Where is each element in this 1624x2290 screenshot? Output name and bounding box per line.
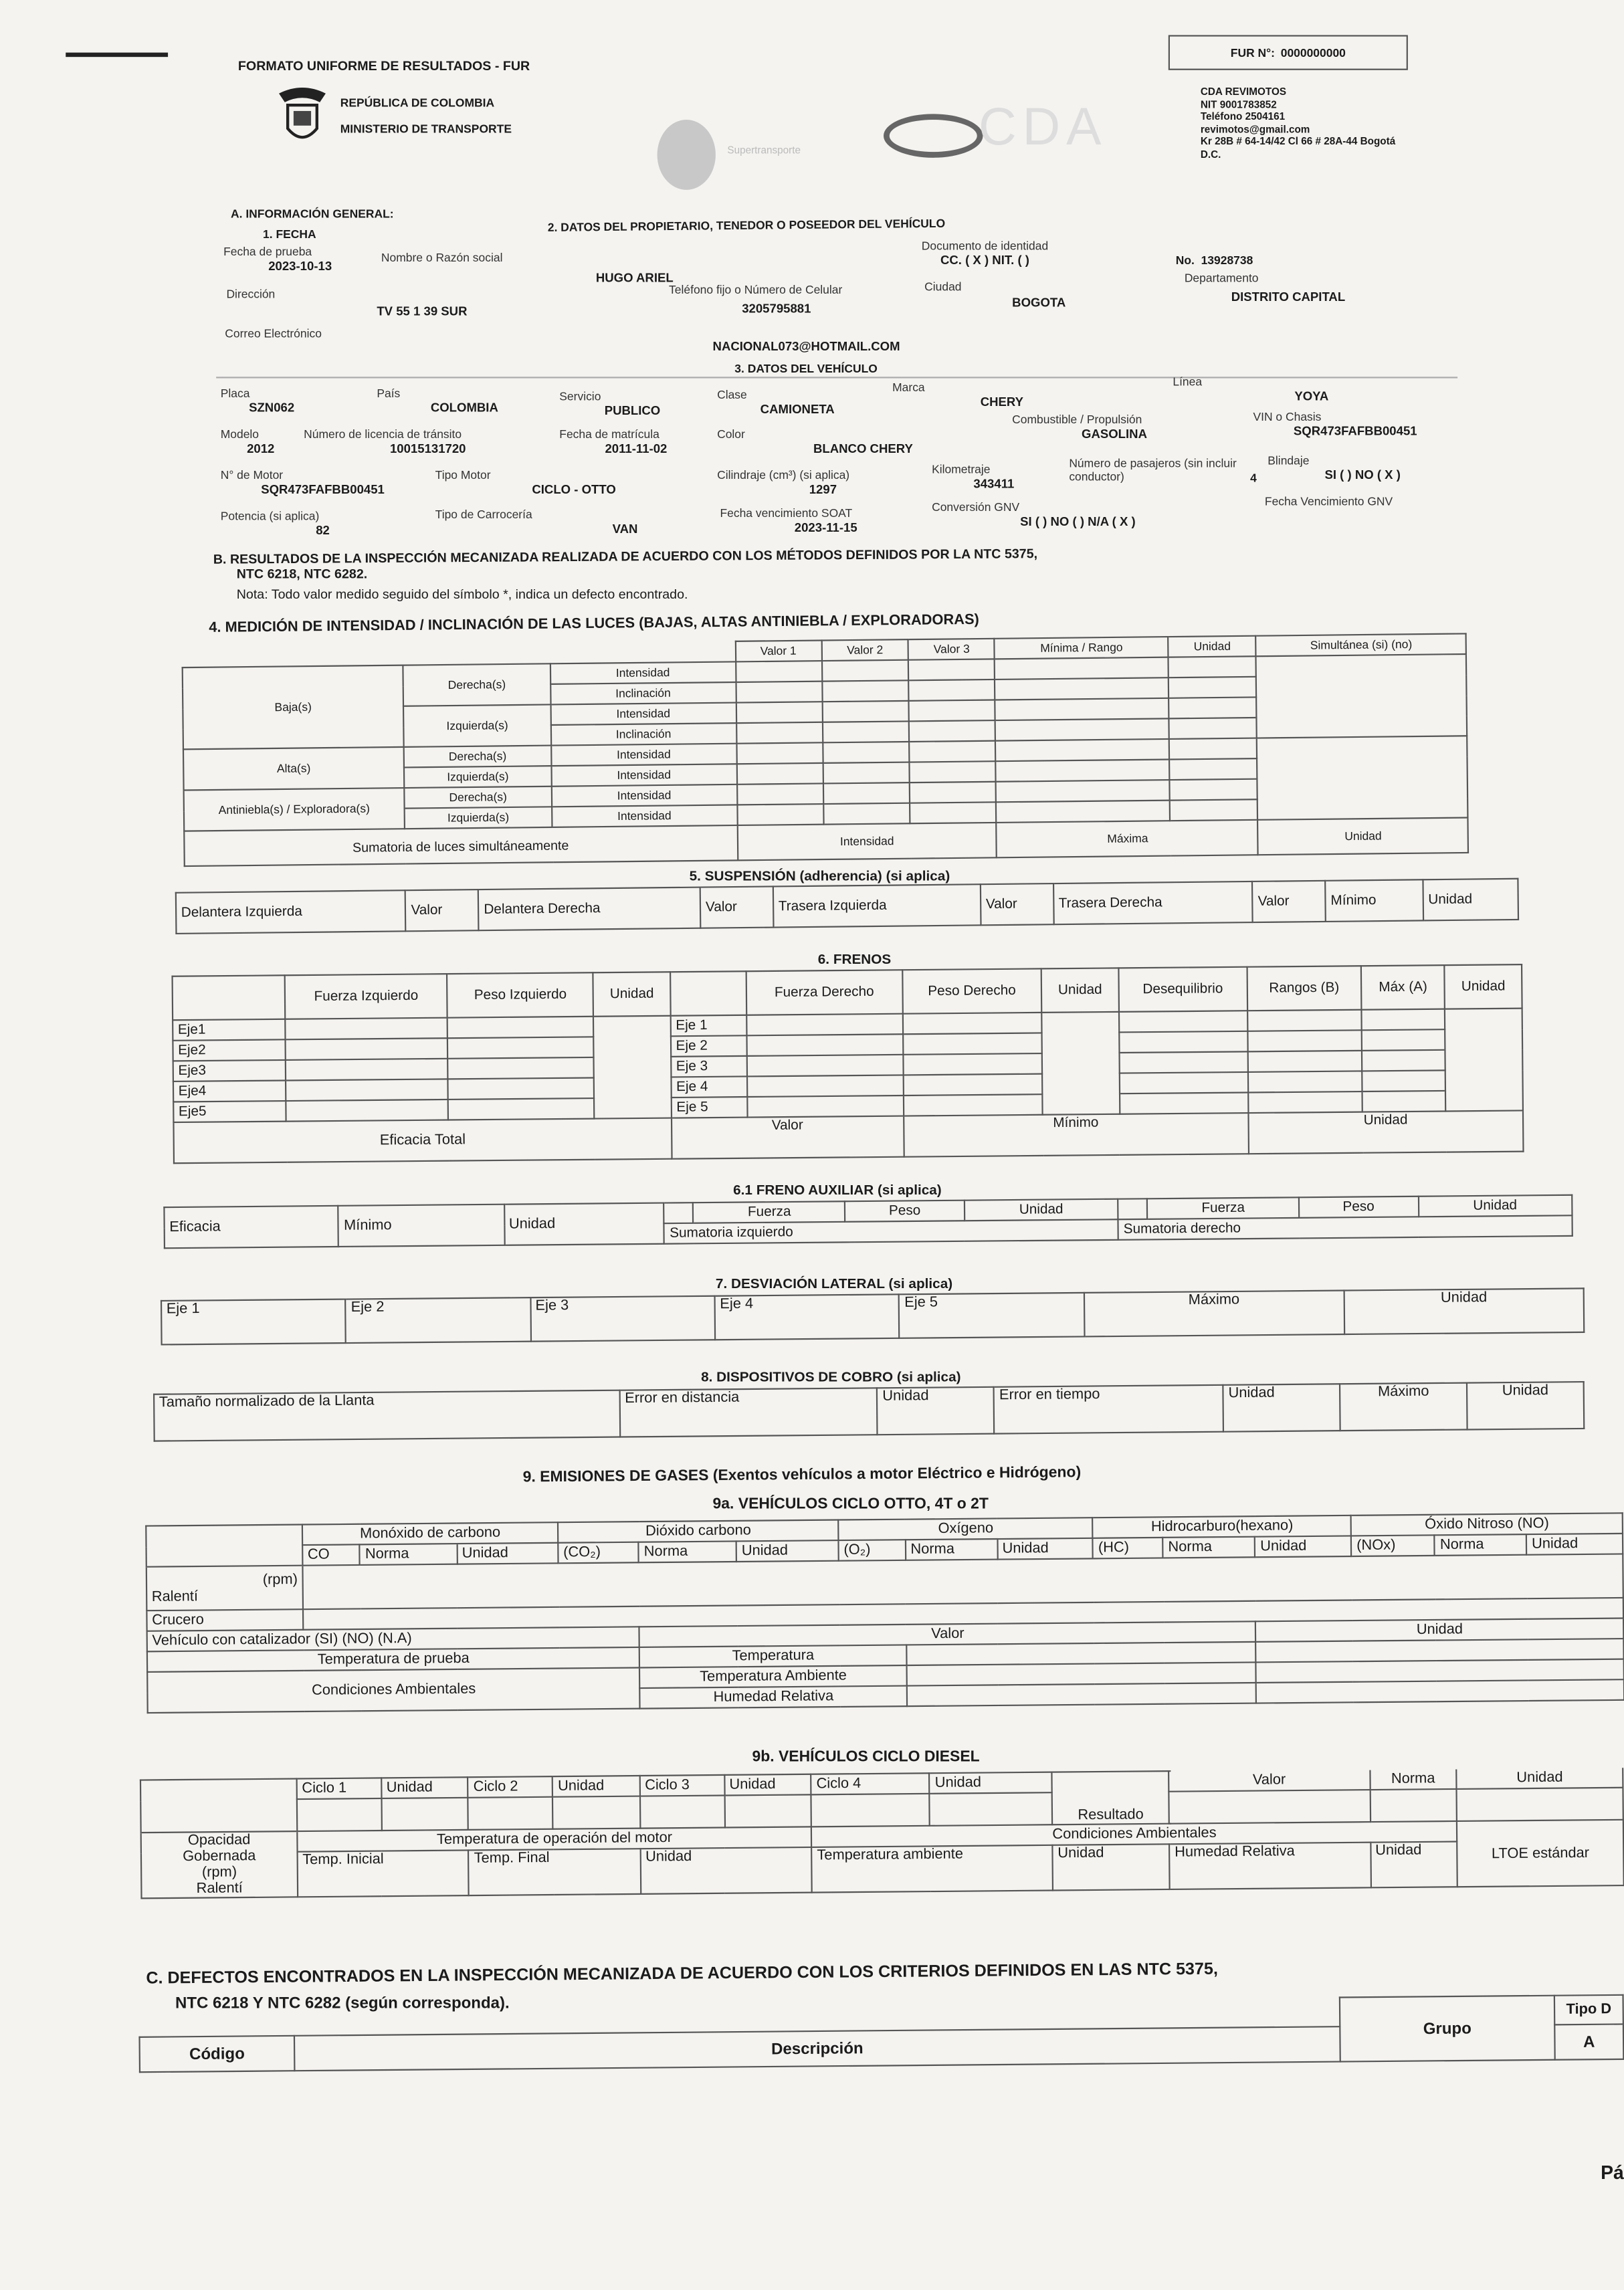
unidad-label: Unidad	[1255, 1536, 1351, 1557]
eje-label: Eje2	[173, 1039, 285, 1061]
norma-label: Norma	[360, 1544, 457, 1565]
unidad-label: Unidad	[997, 1538, 1094, 1560]
header-valor2: Valor 2	[821, 639, 908, 661]
carroceria: VAN	[612, 521, 638, 536]
valor-label: Valor	[981, 883, 1054, 925]
valor-label: Valor	[1169, 1769, 1369, 1791]
eje-label: Eje 2	[671, 1035, 747, 1057]
co2-symbol: (CO₂)	[558, 1542, 639, 1564]
humedad-label: Humedad Relativa	[640, 1686, 907, 1709]
delantera-izquierda-label: Delantera Izquierda	[176, 890, 406, 934]
maximo-label: Máximo	[1084, 1291, 1344, 1337]
matricula: 2011-11-02	[605, 441, 668, 456]
eficacia-label: Eficacia	[164, 1206, 338, 1248]
humedad-label: Humedad Relativa	[1169, 1843, 1371, 1889]
frenos-title: 6. FRENOS	[817, 952, 892, 968]
linea-label: Línea	[1173, 375, 1203, 389]
ministry-label: MINISTERIO DE TRANSPORTE	[340, 122, 512, 136]
temperatura-label: Temperatura	[639, 1645, 906, 1667]
color: BLANCO CHERY	[813, 441, 913, 456]
trasera-derecha-label: Trasera Derecha	[1053, 881, 1253, 924]
luces-table	[181, 633, 1469, 867]
tipo-header: Tipo D	[1554, 1995, 1623, 2025]
color-label: Color	[717, 427, 745, 441]
valor-label: Valor	[406, 890, 480, 931]
unidad-label: Unidad	[736, 1540, 839, 1562]
intensidad-label: Intensidad	[552, 785, 737, 807]
vin-label: VIN o Chasis	[1253, 410, 1322, 424]
unidad-label: Unidad	[640, 1848, 812, 1894]
cda-name: CDA REVIMOTOS	[1200, 88, 1287, 98]
catalizador-label: Vehículo con catalizador (SI) (NO) (N.A)	[147, 1627, 640, 1651]
combustible-label: Combustible / Propulsión	[1012, 413, 1142, 427]
eje1-label: Eje 1	[161, 1299, 346, 1345]
marca: CHERY	[980, 394, 1024, 409]
desviacion-title: 7. DESVIACIÓN LATERAL (si aplica)	[715, 1276, 953, 1293]
trasera-izquierda-label: Trasera Izquierda	[773, 884, 981, 927]
gnv-label: Conversión GNV	[932, 500, 1020, 514]
header-unidad: Unidad	[1445, 964, 1522, 1009]
valor-label: Valor	[672, 1116, 904, 1159]
header-unidad: Unidad	[1168, 636, 1256, 657]
peso-label: Peso	[1299, 1196, 1418, 1218]
minimo-label: Mínimo	[338, 1205, 504, 1247]
eje-label: Eje1	[173, 1019, 285, 1041]
ciclo4-label: Ciclo 4	[811, 1773, 930, 1794]
vin: SQR473FAFBB00451	[1293, 423, 1417, 439]
documento-no-label: No.	[1175, 253, 1195, 268]
ltoe-label: LTOE estándar	[1457, 1820, 1623, 1887]
sumatoria-label: Sumatoria de luces simultáneamente	[184, 825, 737, 866]
header-peso-izq: Peso Izquierdo	[447, 972, 594, 1017]
clase-label: Clase	[717, 388, 747, 402]
norma-label: Norma	[1435, 1534, 1526, 1556]
telefono: 3205795881	[742, 300, 811, 316]
diesel-table	[140, 1766, 1624, 1899]
nox-symbol: (NOx)	[1351, 1535, 1435, 1556]
eje-label: Eje 3	[671, 1056, 747, 1077]
codigo-header: Código	[140, 2036, 295, 2072]
eje4-label: Eje 4	[715, 1294, 900, 1340]
motor: SQR473FAFBB00451	[261, 482, 385, 497]
unidad-label: Unidad	[1418, 1195, 1572, 1217]
minimo-label: Mínimo	[903, 1113, 1248, 1157]
tamano-llanta-label: Tamaño normalizado de la Llanta	[154, 1390, 620, 1441]
fuerza-label: Fuerza	[694, 1201, 845, 1223]
unidad-label: Unidad	[1423, 879, 1518, 921]
otto-table	[145, 1512, 1624, 1713]
unidad-label: Unidad	[964, 1199, 1118, 1221]
gobernada-label: Gobernada	[183, 1848, 256, 1865]
supertransporte-label: Supertransporte	[727, 146, 801, 157]
combustible: GASOLINA	[1082, 426, 1148, 441]
temp-inicial-label: Temp. Inicial	[298, 1851, 470, 1897]
potencia: 82	[316, 522, 330, 538]
condiciones-label: Condiciones Ambientales	[811, 1821, 1457, 1848]
intensidad-label: Intensidad	[551, 764, 736, 786]
potencia-label: Potencia (si aplica)	[220, 510, 320, 523]
placa: SZN062	[249, 400, 295, 415]
cobro-title: 8. DISPOSITIVOS DE COBRO (si aplica)	[701, 1370, 961, 1386]
servicio-label: Servicio	[559, 389, 601, 403]
gas-nox-label: Óxido Nitroso (NO)	[1351, 1513, 1623, 1536]
placa-label: Placa	[220, 387, 250, 401]
temp-ambiente-label: Temperatura ambiente	[812, 1845, 1053, 1892]
fur-number-box	[1169, 35, 1408, 70]
cilindraje: 1297	[809, 482, 837, 497]
licencia: 10015131720	[389, 441, 466, 456]
valor-label: Valor	[1253, 881, 1326, 922]
cda-emblem	[884, 114, 983, 158]
modelo-label: Modelo	[220, 427, 260, 441]
correo: NACIONAL073@HOTMAIL.COM	[712, 338, 900, 354]
eje2-label: Eje 2	[346, 1297, 530, 1343]
page-label: Pá	[1601, 2161, 1624, 2184]
pasajeros-label: Número de pasajeros (sin incluir conductor)	[1069, 457, 1237, 484]
gas-o2-label: Oxígeno	[838, 1518, 1093, 1540]
unidad-label: Unidad	[1248, 1110, 1523, 1154]
unidad-label: Unidad	[381, 1777, 468, 1798]
intensidad-label: Intensidad	[552, 805, 737, 827]
eje-label: Eje 1	[671, 1015, 747, 1037]
tipo-motor: CICLO - OTTO	[532, 482, 616, 497]
rpm-label: (rpm)	[201, 1865, 237, 1881]
blindaje: SI ( ) NO ( X )	[1324, 467, 1401, 482]
intensidad-label: Intensidad	[550, 661, 736, 684]
ralenti-label: Ralentí	[151, 1588, 199, 1605]
document-title: FORMATO UNIFORME DE RESULTADOS - FUR	[237, 58, 530, 74]
linea: YOYA	[1294, 388, 1329, 403]
gnv: SI ( ) NO ( ) N/A ( X )	[1020, 514, 1136, 529]
fuerza-label: Fuerza	[1147, 1197, 1299, 1219]
norma-label: Norma	[906, 1539, 997, 1560]
derecha-label: Derecha(s)	[404, 787, 552, 809]
pais-label: País	[377, 387, 401, 401]
cilindraje-label: Cilindraje (cm³) (si aplica)	[717, 468, 850, 482]
header-fuerza-izq: Fuerza Izquierdo	[285, 974, 447, 1019]
cda-logo: CDA	[978, 96, 1108, 157]
section-b-note: Nota: Todo valor medido seguido del símbolo *, indica un defecto encontrado.	[236, 587, 688, 602]
nombre-label: Nombre o Razón social	[381, 251, 503, 265]
gnv-fecha-label: Fecha Vencimiento GNV	[1264, 495, 1393, 508]
condiciones-label: Condiciones Ambientales	[147, 1667, 640, 1713]
header-simultanea: Simultánea (si) (no)	[1256, 633, 1466, 656]
derecha-label: Derecha(s)	[403, 663, 550, 706]
peso-label: Peso	[845, 1201, 965, 1222]
unidad-label: Unidad	[1467, 1382, 1584, 1429]
matricula-label: Fecha de matrícula	[559, 427, 659, 441]
gas-co2-label: Dióxido carbono	[558, 1520, 839, 1543]
error-tiempo-label: Error en tiempo	[994, 1385, 1223, 1434]
eje-label: Eje4	[173, 1080, 286, 1102]
unidad-label: Unidad	[1457, 1767, 1623, 1789]
mark-line	[66, 53, 168, 58]
cda-email: revimotos@gmail.com	[1200, 124, 1310, 135]
inclinacion-label: Inclinación	[550, 682, 736, 704]
unidad-label: Unidad	[1223, 1384, 1340, 1431]
documento-no: 13928738	[1201, 253, 1253, 268]
temp-final-label: Temp. Final	[469, 1849, 641, 1895]
nombre: HUGO ARIEL	[595, 270, 674, 285]
inclinacion-label: Inclinación	[551, 723, 736, 745]
owner-title: 2. DATOS DEL PROPIETARIO, TENEDOR O POSEEDOR DEL VEHÍCULO	[547, 217, 946, 235]
header-fuerza-der: Fuerza Derecho	[746, 970, 903, 1015]
section-b-title: B. RESULTADOS DE LA INSPECCIÓN MECANIZADA REALIZADA DE ACUERDO CON LOS MÉTODOS DEFINIDOS POR LA NTC 5375,	[213, 546, 1038, 567]
vehicle-title: 3. DATOS DEL VEHÍCULO	[734, 362, 878, 376]
unidad-label: Unidad	[878, 1387, 995, 1435]
blindaje-label: Blindaje	[1267, 454, 1310, 467]
cda-address: Kr 28B # 64-14/42 Cl 66 # 28A-44 Bogotá D.C.	[1200, 137, 1396, 161]
intensidad-label: Intensidad	[551, 744, 736, 766]
header-unidad: Unidad	[593, 972, 671, 1017]
descripcion-header: Descripción	[294, 2026, 1340, 2071]
fur-number: 0000000000	[1280, 45, 1346, 60]
documento-tipo: CC. ( X ) NIT. ( )	[940, 252, 1029, 268]
sumatoria-maxima: Máxima	[997, 820, 1258, 857]
eficacia-total-label: Eficacia Total	[173, 1118, 672, 1164]
gas-co-label: Monóxido de carbono	[302, 1522, 559, 1545]
temp-motor-label: Temperatura de operación del motor	[297, 1827, 811, 1852]
defectos-table	[138, 1994, 1624, 2073]
ralenti-label: Ralentí	[196, 1880, 243, 1897]
soat: 2023-11-15	[794, 520, 857, 535]
izquierda-label: Izquierda(s)	[405, 807, 552, 829]
republic-label: REPÚBLICA DE COLOMBIA	[340, 96, 495, 110]
eje5-label: Eje 5	[899, 1293, 1084, 1338]
grupo-header: Grupo	[1340, 1996, 1555, 2062]
section-c-title: C. DEFECTOS ENCONTRADOS EN LA INSPECCIÓN MECANIZADA DE ACUERDO CON LOS CRITERIOS DEFINIDOS EN LAS NTC 5375,	[146, 1960, 1218, 1988]
suspension-title: 5. SUSPENSIÓN (adherencia) (si aplica)	[689, 869, 950, 886]
header-peso-der: Peso Derecho	[902, 968, 1042, 1013]
unidad-label: Unidad	[552, 1776, 639, 1797]
error-distancia-label: Error en distancia	[619, 1388, 878, 1437]
fecha-title: 1. FECHA	[263, 227, 316, 241]
cda-phone: Teléfono 2504161	[1200, 112, 1286, 123]
vehicle-grid	[216, 377, 1457, 546]
section-c-title2: NTC 6218 Y NTC 6282 (según corresponda).	[175, 1994, 510, 2012]
norma-label: Norma	[639, 1541, 736, 1562]
desviacion-table	[161, 1287, 1585, 1345]
suspension-table	[175, 878, 1519, 934]
otto-title: 9a. VEHÍCULOS CICLO OTTO, 4T o 2T	[712, 1495, 989, 1514]
intensidad-label: Intensidad	[551, 703, 736, 725]
resultado-label: Resultado	[1052, 1771, 1170, 1825]
antiniebla-label: Antiniebla(s) / Exploradora(s)	[184, 788, 405, 831]
baja-label: Baja(s)	[183, 665, 404, 750]
departamento-label: Departamento	[1184, 272, 1259, 285]
header-valor1: Valor 1	[735, 641, 822, 662]
diesel-title: 9b. VEHÍCULOS CICLO DIESEL	[752, 1748, 980, 1766]
unidad-label: Unidad	[457, 1543, 559, 1564]
fecha-prueba-label: Fecha de prueba	[223, 245, 312, 259]
telefono-label: Teléfono fijo o Número de Celular	[669, 283, 843, 297]
header-unidad: Unidad	[1041, 968, 1119, 1013]
tipo-motor-label: Tipo Motor	[435, 468, 491, 482]
carroceria-label: Tipo de Carrocería	[435, 508, 532, 522]
fecha-prueba: 2023-10-13	[268, 258, 332, 274]
delantera-derecha-label: Delantera Derecha	[478, 888, 700, 931]
sumatoria-izquierdo-label: Sumatoria izquierdo	[664, 1219, 1118, 1243]
alta-label: Alta(s)	[183, 747, 404, 791]
section-a-title: A. INFORMACIÓN GENERAL:	[230, 207, 394, 221]
ciclo1-label: Ciclo 1	[297, 1778, 382, 1799]
header-minima: Mínima / Rango	[995, 637, 1168, 659]
auxiliar-title: 6.1 FRENO AUXILIAR (si aplica)	[733, 1182, 942, 1199]
owner-grid	[223, 239, 1414, 362]
eje-label: Eje3	[173, 1060, 286, 1081]
pais: COLOMBIA	[430, 400, 498, 415]
temp-prueba-label: Temperatura de prueba	[147, 1647, 640, 1672]
pasajeros: 4	[1250, 472, 1257, 485]
norma-label: Norma	[1163, 1537, 1255, 1558]
ciclo2-label: Ciclo 2	[468, 1776, 553, 1798]
km-label: Kilometraje	[932, 463, 991, 476]
eje-label: Eje5	[173, 1101, 286, 1122]
direccion: TV 55 1 39 SUR	[377, 304, 468, 319]
valor-label: Valor	[639, 1621, 1256, 1647]
co-symbol: CO	[302, 1544, 360, 1565]
gas-hc-label: Hidrocarburo(hexano)	[1093, 1516, 1352, 1538]
colombia-coat-of-arms-logo	[270, 85, 334, 155]
motor-label: N° de Motor	[220, 468, 284, 482]
o2-symbol: (O₂)	[839, 1540, 906, 1560]
temp-ambiente-label: Temperatura Ambiente	[640, 1665, 907, 1688]
crucero-label: Crucero	[146, 1609, 303, 1631]
header-valor3: Valor 3	[908, 639, 995, 660]
sumatoria-derecho-label: Sumatoria derecho	[1118, 1215, 1572, 1239]
soat-label: Fecha vencimiento SOAT	[720, 506, 853, 520]
documento-label: Documento de identidad	[921, 239, 1049, 253]
header-rangos: Rangos (B)	[1247, 966, 1361, 1011]
cda-nit: NIT 9001783852	[1200, 100, 1277, 110]
valor-label: Valor	[700, 886, 774, 928]
norma-label: Norma	[1369, 1768, 1456, 1790]
direccion-label: Dirección	[226, 288, 276, 301]
modelo: 2012	[247, 441, 275, 456]
unidad-label: Unidad	[1053, 1845, 1170, 1891]
sumatoria-intensidad: Intensidad	[737, 823, 997, 860]
ciudad-label: Ciudad	[924, 280, 962, 294]
derecha-label: Derecha(s)	[404, 746, 552, 768]
ciclo3-label: Ciclo 3	[639, 1775, 724, 1796]
izquierda-label: Izquierda(s)	[404, 766, 552, 788]
header-desequilibrio: Desequilibrio	[1118, 967, 1247, 1012]
fur-label: FUR N°:	[1230, 45, 1275, 60]
opacidad-label: Opacidad	[187, 1832, 251, 1849]
supertransporte-logo	[657, 120, 716, 190]
header-max: Máx (A)	[1361, 965, 1445, 1010]
clase: CAMIONETA	[760, 401, 835, 417]
unidad-label: Unidad	[1344, 1288, 1584, 1334]
luces-title: 4. MEDICIÓN DE INTENSIDAD / INCLINACIÓN DE LAS LUCES (BAJAS, ALTAS ANTINIEBLA / EXPLORADORAS)	[209, 612, 979, 637]
ciudad: BOGOTA	[1012, 295, 1066, 310]
unidad-label: Unidad	[1526, 1534, 1623, 1555]
cda-info	[1201, 88, 1408, 162]
auxiliar-table	[163, 1194, 1573, 1249]
unidad-label: Unidad	[504, 1203, 665, 1245]
unidad-label: Unidad	[1370, 1842, 1457, 1887]
maximo-label: Máximo	[1340, 1383, 1467, 1431]
unidad-label: Unidad	[930, 1772, 1052, 1794]
eje-label: Eje 5	[672, 1097, 748, 1118]
rpm-label: (rpm)	[262, 1571, 298, 1588]
emisiones-title: 9. EMISIONES DE GASES (Exentos vehículos a motor Eléctrico e Hidrógeno)	[522, 1463, 1082, 1487]
departamento: DISTRITO CAPITAL	[1231, 289, 1346, 304]
hc-symbol: (HC)	[1093, 1538, 1163, 1558]
eje-label: Eje 4	[671, 1076, 747, 1098]
minimo-label: Mínimo	[1326, 879, 1423, 922]
correo-label: Correo Electrónico	[225, 327, 322, 340]
km: 343411	[973, 476, 1015, 491]
unidad-label: Unidad	[724, 1774, 811, 1796]
frenos-table	[171, 964, 1524, 1164]
cobro-table	[153, 1381, 1585, 1442]
marca-label: Marca	[892, 381, 925, 395]
tipo-a-header: A	[1554, 2024, 1623, 2059]
servicio: PUBLICO	[604, 403, 661, 418]
eje3-label: Eje 3	[530, 1296, 715, 1342]
sumatoria-unidad: Unidad	[1258, 818, 1468, 855]
section-b-title2: NTC 6218, NTC 6282.	[236, 566, 368, 582]
izquierda-label: Izquierda(s)	[403, 704, 551, 746]
unidad-label: Unidad	[1255, 1619, 1623, 1642]
licencia-label: Número de licencia de tránsito	[304, 427, 462, 441]
